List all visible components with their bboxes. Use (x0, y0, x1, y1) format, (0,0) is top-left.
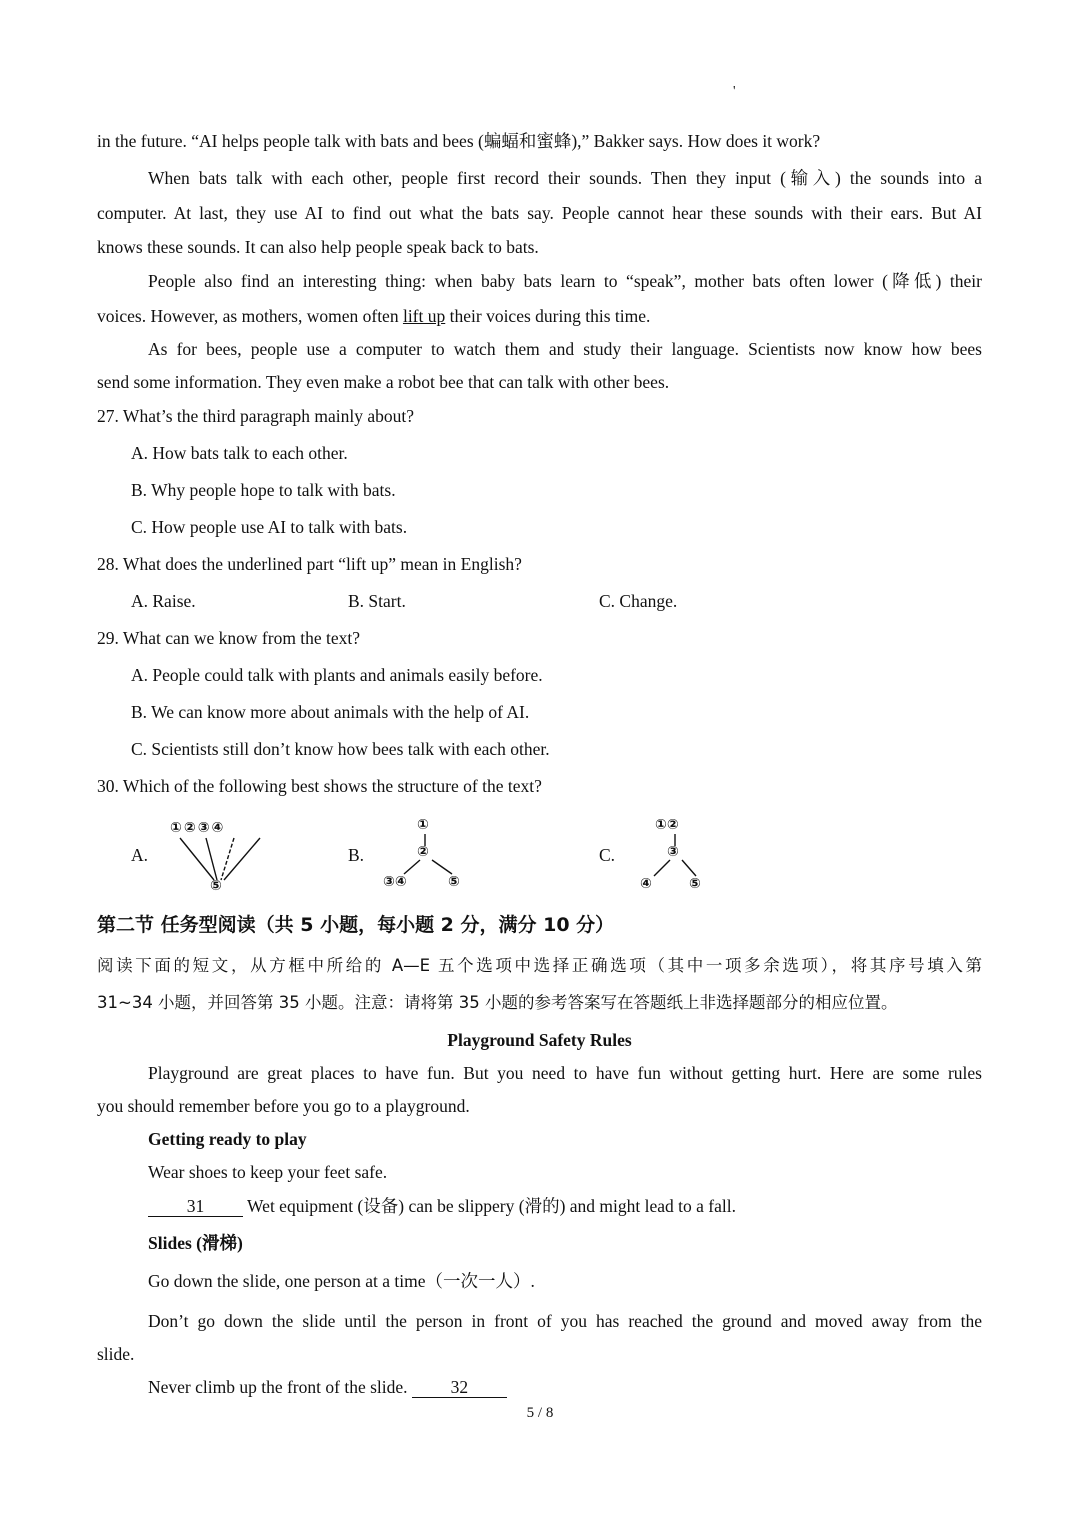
diagram-b-mid-node: ② (417, 844, 429, 860)
passage-line: As for bees, people use a computer to watch them and study their language. Scientists now know how bees (148, 339, 982, 359)
question-28-stem: 28. What does the underlined part “lift up” mean in English? (97, 554, 522, 574)
passage-line: in the future. “AI helps people talk with bats and bees (蝙蝠和蜜蜂),” Bakker says. How does it work? (97, 131, 821, 151)
page-number: 5 / 8 (526, 1405, 554, 1421)
diagram-b-right-node: ⑤ (448, 874, 460, 890)
passage-text: their voices during this time. (445, 306, 651, 326)
diagram-a-top-nodes: ①②③④ (170, 820, 226, 836)
rule-line (148, 1195, 982, 1217)
question-27-option-c: C. How people use AI to talk with bats. (131, 517, 408, 537)
passage-line: knows these sounds. It can also help people speak back to bats. (97, 237, 539, 257)
subheading: Slides (滑梯) (148, 1233, 243, 1253)
structure-diagram-a (168, 818, 278, 898)
question-30-option-b-label: B. (348, 845, 365, 865)
diagram-b-left-nodes: ③④ (383, 874, 407, 890)
rule-text: Never climb up the front of the slide. (148, 1377, 412, 1397)
diagram-c-left-node: ④ (640, 876, 652, 892)
question-27-option-a: A. How bats talk to each other. (131, 443, 348, 463)
section-instructions: 阅读下面的短文，从方框中所给的 A—E 五个选项中选择正确选项（其中一项多余选项），将其序号填入第 (97, 956, 982, 975)
question-28-option-b: B. Start. (348, 591, 406, 611)
passage-text: voices. However, as mothers, women often (97, 306, 403, 326)
section-heading: 第二节 任务型阅读（共 5 小题，每小题 2 分，满分 10 分） (97, 914, 615, 936)
question-29-stem: 29. What can we know from the text? (97, 628, 361, 648)
stray-mark: ' (733, 84, 736, 99)
question-29-option-a: A. People could talk with plants and animals easily before. (131, 665, 543, 685)
diagram-c-mid-node: ③ (667, 844, 679, 860)
diagram-a-bottom-node: ⑤ (210, 878, 222, 894)
diagram-b-top-node: ① (417, 817, 429, 833)
answer-blank-32: 32 (412, 1377, 507, 1398)
rule-line (148, 1376, 982, 1398)
passage-line: send some information. They even make a robot bee that can talk with other bees. (97, 372, 670, 392)
question-30-option-a-label: A. (131, 845, 149, 865)
diagram-c-top-nodes: ①② (655, 817, 679, 833)
question-28-option-a: A. Raise. (131, 591, 196, 611)
question-29-option-c: C. Scientists still don’t know how bees talk with each other. (131, 739, 550, 759)
diagram-c-right-node: ⑤ (689, 876, 701, 892)
question-30-option-c-label: C. (599, 845, 616, 865)
rule-line: Don’t go down the slide until the person in front of you has reached the ground and moved away from the (148, 1311, 982, 1331)
passage-line: People also find an interesting thing: when baby bats learn to “speak”, mother bats often lower (降低) their (148, 271, 982, 291)
structure-diagram-c (638, 816, 718, 896)
question-28-option-c: C. Change. (599, 591, 678, 611)
passage-line: Playground are great places to have fun. But you need to have fun without getting hurt. Here are some rules (148, 1063, 982, 1083)
answer-blank-31: 31 (148, 1196, 243, 1217)
rule-line: Go down the slide, one person at a time（一次一人）. (148, 1271, 535, 1291)
subheading: Getting ready to play (148, 1129, 307, 1149)
passage-line: computer. At last, they use AI to find out what the bats say. People cannot hear these sounds with their ears. But AI (97, 203, 982, 223)
rule-line: slide. (97, 1344, 135, 1364)
rule-text: Wet equipment (设备) can be slippery (滑的) and might lead to a fall. (243, 1196, 736, 1216)
question-29-option-b: B. We can know more about animals with the help of AI. (131, 702, 530, 722)
section-instructions: 31~34 小题，并回答第 35 小题。注意：请将第 35 小题的参考答案写在答题纸上非选择题部分的相应位置。 (97, 993, 898, 1012)
question-30-stem: 30. Which of the following best shows the structure of the text? (97, 776, 542, 796)
rule-line: Wear shoes to keep your feet safe. (148, 1162, 388, 1182)
passage-line: you should remember before you go to a playground. (97, 1096, 470, 1116)
passage-line (97, 305, 982, 327)
underlined-phrase: lift up (402, 306, 446, 326)
passage-line: When bats talk with each other, people first record their sounds. Then they input (输入) the sounds into a (148, 168, 982, 188)
question-27-stem: 27. What’s the third paragraph mainly about? (97, 406, 415, 426)
passage-title: Playground Safety Rules (447, 1030, 632, 1050)
structure-diagram-b (380, 816, 480, 896)
question-27-option-b: B. Why people hope to talk with bats. (131, 480, 396, 500)
